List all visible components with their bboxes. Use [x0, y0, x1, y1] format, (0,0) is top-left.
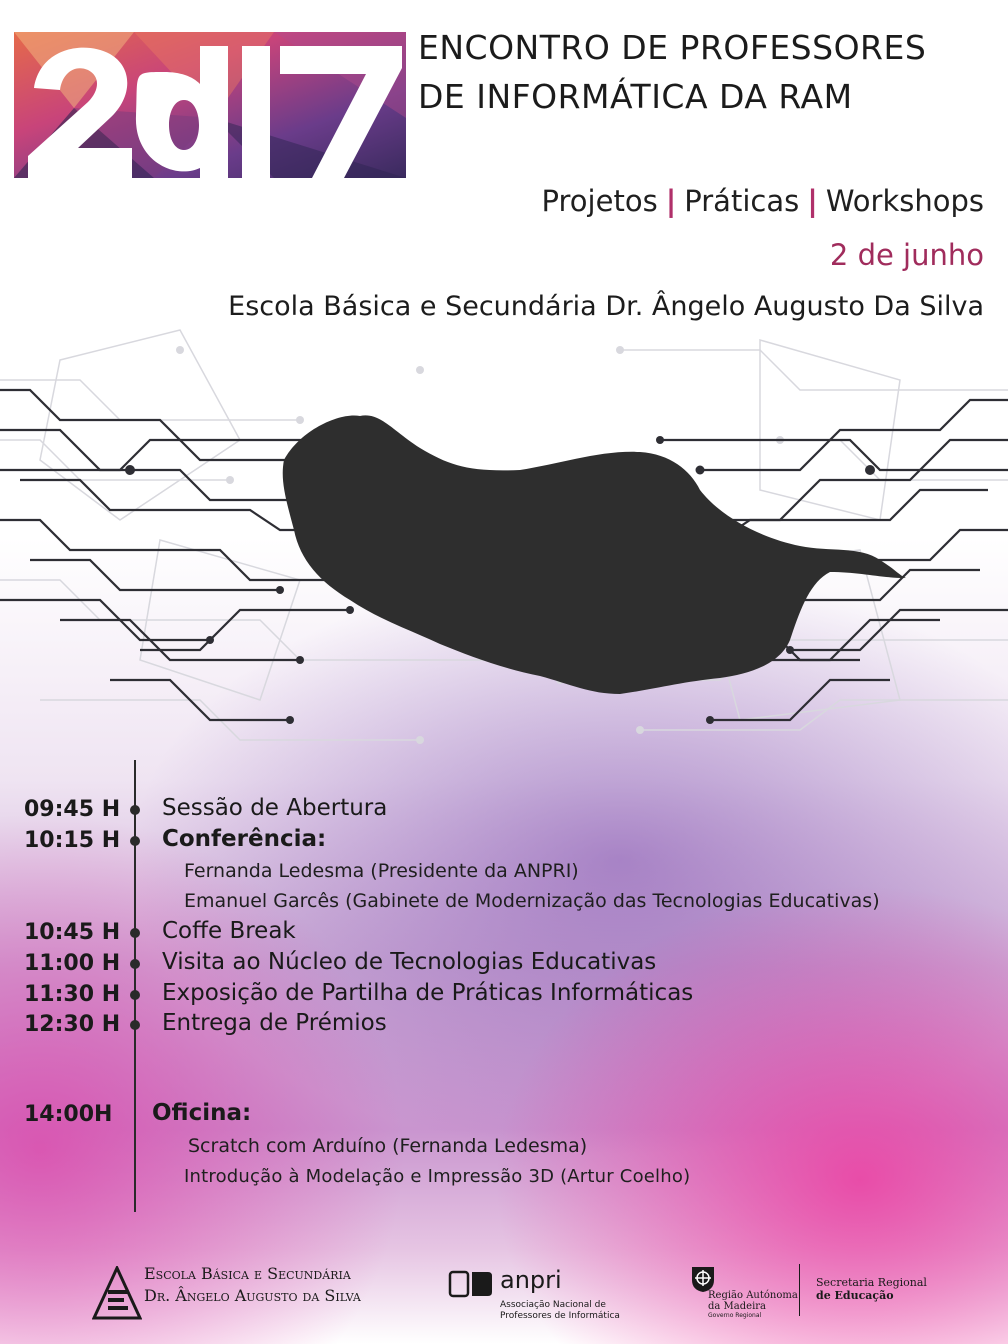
schedule-time: 11:30 H	[24, 982, 121, 1007]
conference-speaker: Fernanda Ledesma (Presidente da ANPRI)	[184, 860, 579, 882]
subtitle-projetos: Projetos	[541, 184, 658, 218]
timeline-dot	[130, 928, 140, 938]
anpri-logo	[448, 1266, 628, 1326]
schedule-item: Conferência:	[162, 826, 327, 852]
timeline-dot	[130, 805, 140, 815]
schedule-time: 09:45 H	[24, 797, 121, 822]
workshop-time: 14:00H	[24, 1102, 113, 1127]
schedule-time: 12:30 H	[24, 1012, 121, 1037]
timeline-dot	[130, 990, 140, 1000]
region-line1: Região Autónoma	[708, 1290, 798, 1301]
school-emblem-icon	[92, 1266, 142, 1320]
schedule-time: 10:15 H	[24, 828, 121, 853]
event-subtitle	[542, 184, 984, 218]
subtitle-workshops: Workshops	[825, 184, 984, 218]
schedule-time: 11:00 H	[24, 951, 121, 976]
anpri-name: anpri	[500, 1266, 562, 1294]
schedule-time: 10:45 H	[24, 920, 121, 945]
anpri-emblem-icon	[448, 1268, 494, 1300]
schedule-item: Sessão de Abertura	[162, 795, 388, 821]
schedule-item: Visita ao Núcleo de Tecnologias Educativas	[162, 949, 657, 975]
circuit-island-graphic	[0, 320, 1008, 760]
event-title-line1: ENCONTRO DE PROFESSORES	[418, 28, 927, 67]
footer-divider	[799, 1264, 800, 1316]
school-name-line2: Dr. Ângelo Augusto da Silva	[144, 1286, 361, 1305]
schedule-item: Coffe Break	[162, 918, 296, 944]
anpri-desc-line2: Professores de Informática	[500, 1311, 620, 1321]
region-line3: Governo Regional	[708, 1312, 762, 1319]
timeline-dot	[130, 1020, 140, 1030]
event-venue: Escola Básica e Secundária Dr. Ângelo Augusto Da Silva	[228, 291, 984, 322]
anpri-desc-line1: Associação Nacional de	[500, 1300, 606, 1310]
timeline-dot	[130, 959, 140, 969]
event-date: 2 de junho	[829, 238, 984, 272]
region-line2: da Madeira	[708, 1301, 767, 1312]
secretariat-line2: de Educação	[816, 1289, 894, 1302]
workshop-session: Introdução à Modelação e Impressão 3D (Artur Coelho)	[184, 1166, 691, 1187]
subtitle-separator: |	[665, 184, 677, 218]
schedule-item: Entrega de Prémios	[162, 1010, 387, 1036]
timeline-dot	[130, 836, 140, 846]
school-name-line1: Escola Básica e Secundária	[144, 1264, 351, 1283]
regional-government-logo	[688, 1264, 928, 1324]
subtitle-praticas: Práticas	[684, 184, 800, 218]
school-logo	[92, 1262, 412, 1322]
workshop-session: Scratch com Arduíno (Fernanda Ledesma)	[188, 1135, 588, 1157]
logo-2017	[14, 28, 410, 186]
workshop-label: Oficina:	[152, 1100, 252, 1126]
event-title-line2: DE INFORMÁTICA DA RAM	[418, 77, 853, 116]
timeline-line	[134, 760, 136, 1212]
secretariat-line1: Secretaria Regional	[816, 1276, 927, 1289]
schedule-item: Exposição de Partilha de Práticas Informáticas	[162, 980, 694, 1006]
conference-speaker: Emanuel Garcês (Gabinete de Modernização das Tecnologias Educativas)	[184, 890, 880, 912]
subtitle-separator: |	[807, 184, 818, 218]
